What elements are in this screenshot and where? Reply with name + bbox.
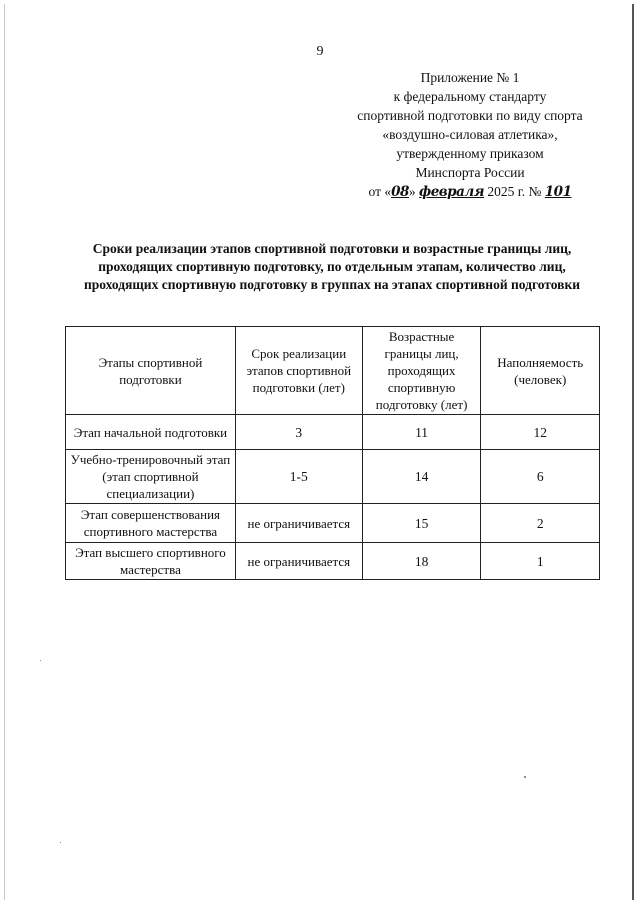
cell-stage: Учебно-тренировочный этап (этап спортивной специализации) [66, 450, 236, 504]
header-stages: Этапы спортивной подготовки [66, 327, 236, 415]
table-row [66, 450, 600, 504]
table-row [66, 415, 600, 450]
appendix-line: утвержденному приказом [396, 146, 544, 161]
table-header-row [66, 327, 600, 415]
scan-speck [40, 660, 41, 661]
cell-age: 11 [362, 415, 481, 450]
date-month: февраля [419, 184, 484, 200]
cell-duration: не ограничивается [235, 504, 362, 543]
appendix-line: спортивной подготовки по виду спорта [357, 108, 583, 123]
appendix-line: к федеральному стандарту [393, 89, 547, 104]
header-duration: Срок реализации этапов спортивной подготовки (лет) [235, 327, 362, 415]
cell-stage: Этап начальной подготовки [66, 415, 236, 450]
appendix-line: Минспорта России [415, 165, 525, 180]
stages-table [65, 326, 600, 580]
table-row [66, 504, 600, 543]
cell-duration: не ограничивается [235, 543, 362, 580]
cell-age: 15 [362, 504, 481, 543]
order-date-line [330, 182, 610, 202]
order-number: 101 [544, 184, 572, 200]
header-age: Возрастные границы лиц, проходящих спортивную подготовку (лет) [362, 327, 481, 415]
table-row [66, 543, 600, 580]
cell-stage: Этап совершенствования спортивного мастерства [66, 504, 236, 543]
appendix-block [330, 68, 610, 202]
date-day: 08 [391, 184, 409, 200]
cell-duration: 3 [235, 415, 362, 450]
cell-size: 12 [481, 415, 600, 450]
page-number: 9 [316, 44, 324, 59]
cell-size: 2 [481, 504, 600, 543]
cell-size: 1 [481, 543, 600, 580]
date-year: 2025 г. № [487, 184, 542, 199]
cell-stage: Этап высшего спортивного мастерства [66, 543, 236, 580]
cell-size: 6 [481, 450, 600, 504]
cell-duration: 1-5 [235, 450, 362, 504]
appendix-line: «воздушно-силовая атлетика», [382, 127, 558, 142]
scan-speck [60, 842, 61, 843]
scan-speck [524, 776, 526, 778]
header-size: Наполняемость (человек) [481, 327, 600, 415]
date-prefix: от « [368, 184, 392, 199]
document-title: Сроки реализации этапов спортивной подготовки и возрастные границы лиц, проходящих спортивную подготовку, по отдельным этапам, количество лиц, проходящих спортивную подготовку в группах на этапах спортивной подготовки [83, 241, 581, 292]
appendix-line: Приложение № 1 [420, 70, 520, 85]
date-mid: » [408, 184, 416, 199]
cell-age: 14 [362, 450, 481, 504]
cell-age: 18 [362, 543, 481, 580]
